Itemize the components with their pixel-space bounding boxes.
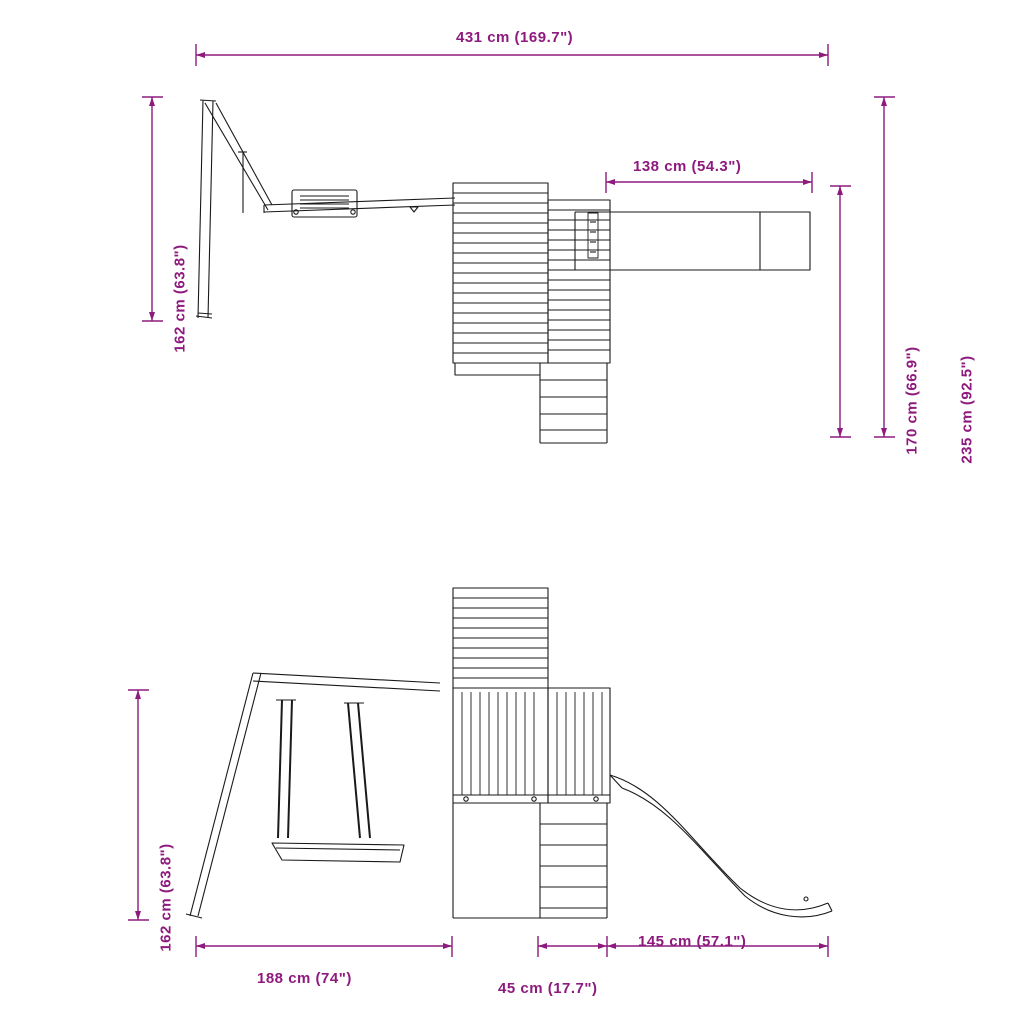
dim-tower-base-depth-label: 45 cm (17.7") (498, 980, 598, 997)
dim-overall-width-label: 431 cm (169.7") (456, 29, 574, 46)
dim-tower-height-label: 170 cm (66.9") (903, 346, 921, 455)
view-bottom-dimensions (128, 690, 828, 957)
view-top-dimensions (142, 44, 895, 437)
dim-platform-width-label: 138 cm (54.3") (633, 158, 742, 175)
dim-overall-height-label: 235 cm (92.5") (958, 355, 976, 464)
dim-swing-height-label: 162 cm (63.8") (171, 244, 189, 353)
dim-slide-length-label: 145 cm (57.1") (638, 933, 747, 950)
view-bottom-drawing (186, 588, 832, 918)
dim-swing-height-2-label: 162 cm (63.8") (157, 843, 175, 952)
dim-swing-base-width-label: 188 cm (74") (257, 970, 352, 987)
view-top-drawing (196, 100, 810, 443)
